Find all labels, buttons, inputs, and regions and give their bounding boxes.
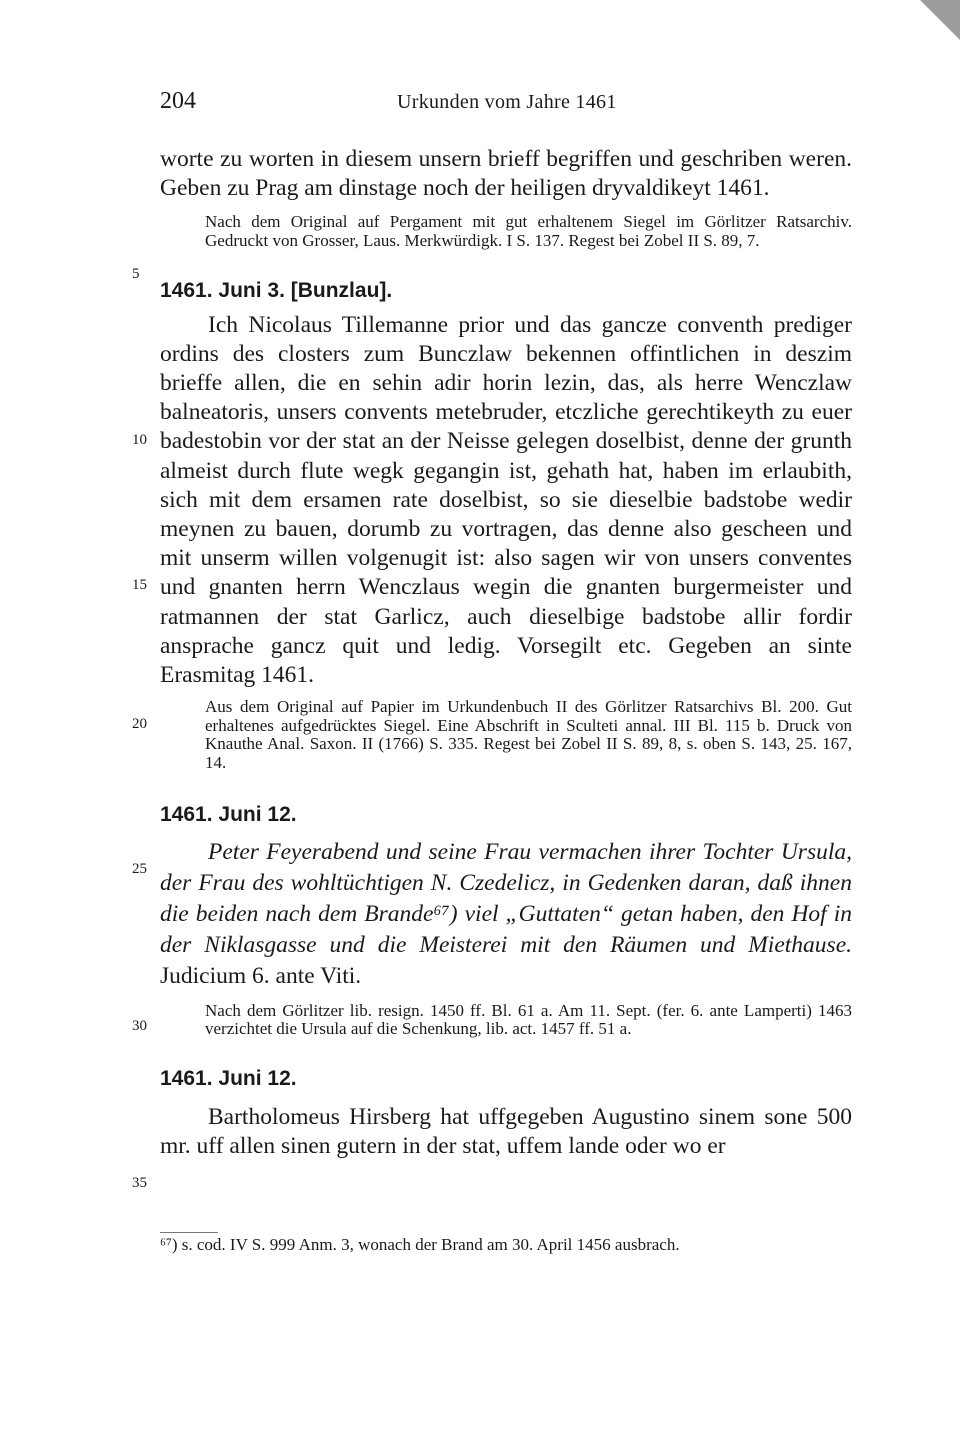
source-note: Aus dem Original auf Papier im Urkundenbuch II des Görlitzer Ratsarchivs Bl. 200. Gut erhaltenes aufgedrücktes Siegel. Eine Abschrift in Sculteti annal. III Bl. 115 b. Druck von Knauthe Anal. Saxon. II (1766) S. 335. Regest bei Zobel II S. 89, 8, s. oben S. 143, 25. 167, 14.: [205, 697, 852, 773]
source-note: Nach dem Original auf Pergament mit gut erhaltenem Siegel im Görlitzer Ratsarchiv. Gedruckt von Grosser, Laus. Merkwürdigk. I S. 137. Regest bei Zobel II S. 89, 7.: [205, 212, 852, 250]
page-corner-shadow: [920, 0, 960, 40]
regest-italic-text: Peter Feyerabend und seine Frau vermachen ihrer Tochter Ursula, der Frau des wohltüchtigen N. Czedelicz, in Gedenken daran, daß ihnen die beiden nach dem Brande⁶⁷) viel „Guttaten“ getan haben, den Hof in der Niklasgasse und die Meisterei mit den Räumen und Miethause.: [160, 838, 852, 958]
line-number: 30: [132, 1018, 147, 1034]
regest-paragraph: [160, 837, 852, 992]
source-note: Nach dem Görlitzer lib. resign. 1450 ff. Bl. 61 a. Am 11. Sept. (fer. 6. ante Lamperti) 1463 verzichtet die Ursula auf die Schenkung, lib. act. 1457 ff. 51 a.: [205, 1000, 852, 1039]
line-number: 5: [132, 266, 140, 282]
line-number: 20: [132, 716, 147, 732]
running-head: Urkunden vom Jahre 1461: [397, 91, 617, 113]
text-paragraph: worte zu worten in diesem unsern brieff begriffen und geschriben weren. Geben zu Prag am dinstage noch der heiligen dryvaldikeyt 1461.: [160, 146, 852, 202]
footnote: ⁶⁷) s. cod. IV S. 999 Anm. 3, wonach der Brand am 30. April 1456 ausbrach.: [160, 1235, 680, 1254]
document-heading: 1461. Juni 12.: [160, 802, 297, 826]
page-header: [160, 88, 852, 118]
text-paragraph: Bartholomeus Hirsberg hat uffgegeben Augustino sinem sone 500 mr. uff allen sinen gutern in der stat, uffem lande oder wo er: [160, 1103, 852, 1159]
text-paragraph: Ich Nicolaus Tillemanne prior und das gancze conventh prediger ordins des closters zum Bunczlaw bekennen offintlichen in deszim brieffe allen, die en sehin adir horin lezin, das, als herre Wenczlaw balneatoris, unsers convents metebruder, etczliche gerechtikeyth zu euer badestobin vor der stat an der Neisse gelegen doselbist, denne der grunth almeist durch flute wegk gegangin ist, gehath hat, haben im erlaubith, sich mit dem ersamen rate doselbist, so sie dieselbie badstobe wedir meynen zu bauen, dorumb zu vortragen, das denne also gescheen und mit unserm willen volgenugit ist: also sagen wir von unsers conventes und gnanten herrn Wenczlaus wegin die gnanten burgermeister und ratmannen der stat Garlicz, auch dieselbige badstobe allir fordir ansprache gancz quit und ledig. Vorsegilt etc. Gegeben an sinte Erasmitag 1461.: [160, 311, 852, 689]
document-heading: 1461. Juni 3. [Bunzlau].: [160, 278, 393, 302]
page-number: 204: [160, 88, 196, 114]
line-number: 10: [132, 432, 147, 448]
line-number: 35: [132, 1175, 147, 1191]
line-number: 15: [132, 577, 147, 593]
footnote-rule: [160, 1232, 218, 1233]
line-number: 25: [132, 861, 147, 877]
regest-date-text: Judicium 6. ante Viti.: [160, 962, 362, 989]
line-number-margin: [0, 0, 150, 1436]
document-body: [160, 145, 852, 1161]
document-heading: 1461. Juni 12.: [160, 1066, 297, 1090]
